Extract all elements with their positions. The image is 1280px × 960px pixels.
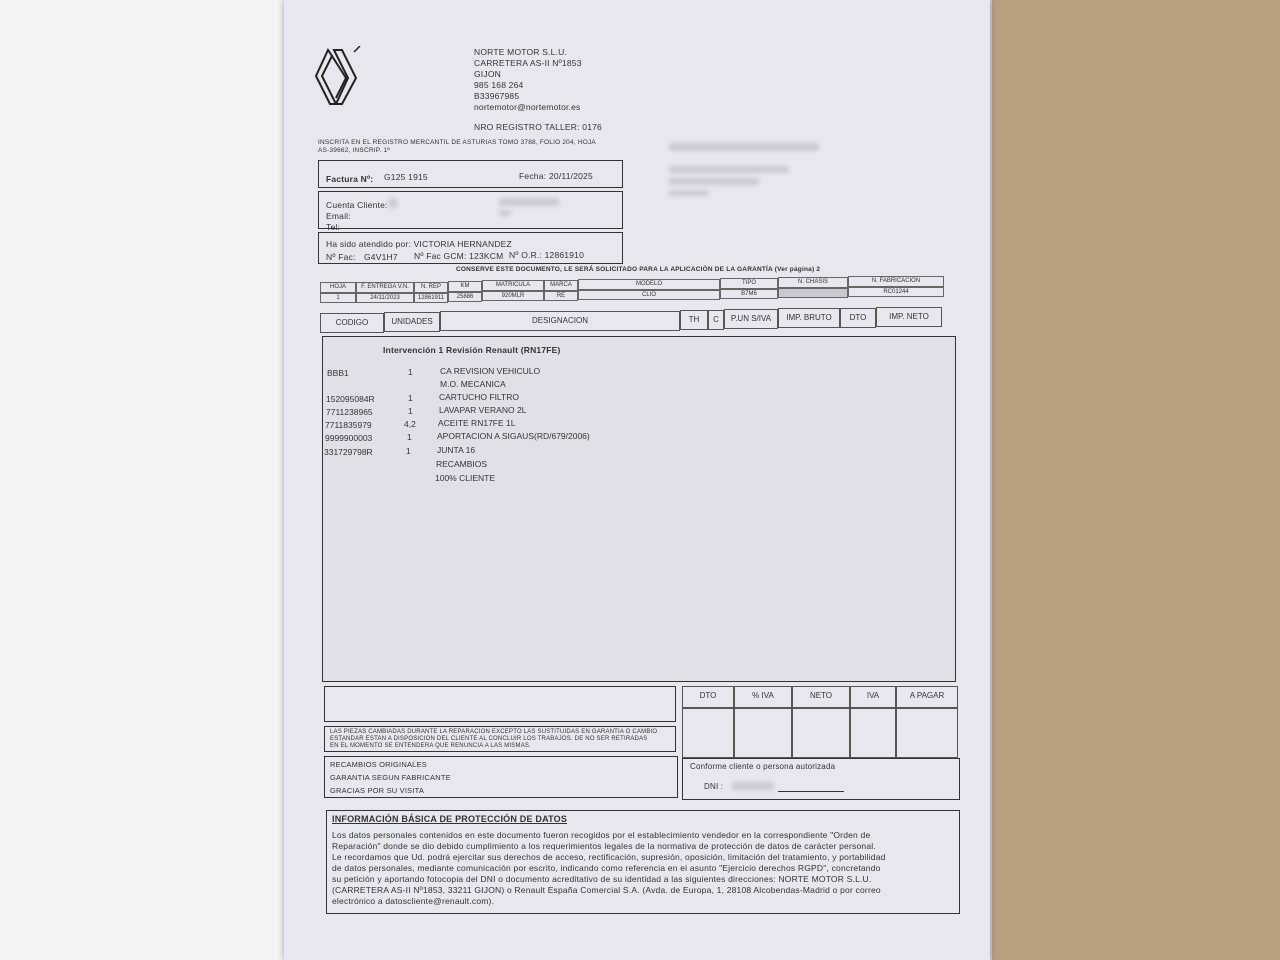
vehicle-value: RC01244 xyxy=(848,287,944,297)
header-imp-neto: IMP. NETO xyxy=(876,307,942,327)
company-email: nortemotor@nortemotor.es xyxy=(474,102,581,112)
line-desc: JUNTA 16 xyxy=(437,445,476,455)
observaciones-box xyxy=(324,686,676,722)
line-code: 152095084R xyxy=(326,394,375,404)
line-code: BBB1 xyxy=(327,368,349,378)
header-pun: P.UN S/IVA xyxy=(724,309,778,329)
nfac-gcm: Nº Fac GCM: 123KCM xyxy=(414,251,504,261)
atendido-text: Ha sido atendido por: VICTORIA HERNANDEZ xyxy=(326,239,512,249)
line-desc: APORTACION A SIGAUS(RD/679/2006) xyxy=(437,431,590,441)
email-label: Email: xyxy=(326,211,351,221)
registro-taller: NRO REGISTRO TALLER: 0176 xyxy=(474,122,602,132)
piezas-notice-3: EN EL MOMENTO SE ENTENDERA QUE RENUNCIA A LAS MISMAS. xyxy=(330,743,531,749)
dni-redacted xyxy=(732,782,774,790)
proteccion-line: su petición y aportando fotocopia del DNI o documento acreditativo de su identidad a las siguientes direcciones: NORTE MOTOR S.L.U. xyxy=(332,874,872,884)
line-units: 1 xyxy=(408,393,413,403)
tel-label: Tel: xyxy=(326,222,341,232)
vehicle-header: N. REP xyxy=(414,282,448,293)
proteccion-line: de datos personales, mediante comunicación por escrito, indicando como referencia en el asunto "Ejercicio derechos RGPD", concretando xyxy=(332,863,881,873)
line-units: 1 xyxy=(408,406,413,416)
tel-redacted xyxy=(499,210,511,216)
line-desc: CARTUCHO FILTRO xyxy=(439,392,519,402)
nfac-label: Nº Fac: xyxy=(326,252,356,262)
inscrita-line-2: AS-39662, INSCRIP. 1ª xyxy=(318,147,390,154)
header-designacion: DESIGNACION xyxy=(440,311,680,331)
header-unidades: UNIDADES xyxy=(384,312,440,332)
totals-header: % IVA xyxy=(734,686,792,708)
header-imp-bruto: IMP. BRUTO xyxy=(778,308,840,328)
fecha-label: Fecha: xyxy=(519,171,547,181)
conserve-notice: CONSERVE ESTE DOCUMENTO, LE SERÁ SOLICITADO PARA LA APLICACIÓN DE LA GARANTÍA (Ver página) 2 xyxy=(456,266,821,273)
vehicle-header: N. FABRICACION xyxy=(848,276,944,287)
vehicle-value: 12861911 xyxy=(414,293,448,303)
fecha-value: 20/11/2025 xyxy=(549,171,593,181)
vehicle-header: N. CHASIS xyxy=(778,277,848,288)
line-desc: CA REVISION VEHICULO xyxy=(440,366,541,376)
proteccion-line: Reparación" donde se dio debido cumplimiento a los requerimientos legales de la normativa de protección de datos de carácter personal. xyxy=(332,841,876,851)
company-name: NORTE MOTOR S.L.U. xyxy=(474,47,568,57)
recambios-line-3: GRACIAS POR SU VISITA xyxy=(330,786,425,795)
line-code: 331729798R xyxy=(324,447,373,457)
piezas-notice-1: LAS PIEZAS CAMBIADAS DURANTE LA REPARACION EXCEPTO LAS SUSTITUIDAS EN GARANTIA O CAMBIO xyxy=(330,729,658,735)
vehicle-header: KM xyxy=(448,281,482,292)
line-desc: ACEITE RN17FE 1L xyxy=(438,418,516,428)
cuenta-redacted xyxy=(389,198,397,208)
header-c: C xyxy=(708,310,724,330)
totals-cell xyxy=(896,708,958,758)
line-units: 1 xyxy=(406,446,411,456)
inscrita-line-1: INSCRITA EN EL REGISTRO MERCANTIL DE ASTURIAS TOMO 3788, FOLIO 204, HOJA xyxy=(318,139,596,146)
line-code: 9999900003 xyxy=(325,433,373,443)
background-table xyxy=(990,0,1280,960)
header-dto: DTO xyxy=(840,308,876,328)
client-country-redacted xyxy=(669,190,709,196)
factura-label: Factura Nº: xyxy=(326,174,374,184)
totals-header: DTO xyxy=(682,686,734,708)
conforme-label: Conforme cliente o persona autorizada xyxy=(690,762,836,771)
cuenta-label: Cuenta Cliente: xyxy=(326,200,388,210)
line-desc: RECAMBIOS xyxy=(436,459,488,469)
proteccion-line: electrónico a datoscliente@renault.com). xyxy=(332,896,495,906)
vehicle-value: CLIO xyxy=(578,290,720,300)
factura-number: G125 1915 xyxy=(384,172,428,182)
company-cif: B33967985 xyxy=(474,91,520,101)
invoice-sheet xyxy=(284,0,990,960)
nfac-value: G4V1H7 xyxy=(364,252,398,262)
client-name-redacted xyxy=(669,143,819,151)
vehicle-value: 1 xyxy=(320,293,356,303)
line-desc: 100% CLIENTE xyxy=(435,473,495,483)
vehicle-value xyxy=(778,288,848,298)
company-city: GIJON xyxy=(474,69,501,79)
header-codigo: CODIGO xyxy=(320,313,384,333)
line-desc: M.O. MECANICA xyxy=(440,379,506,389)
client-city-redacted xyxy=(669,178,759,185)
line-units: 1 xyxy=(408,367,413,377)
email-redacted xyxy=(499,198,559,206)
cuenta-box xyxy=(318,191,623,229)
line-desc: LAVAPAR VERANO 2L xyxy=(439,405,527,415)
vehicle-value: 25886 xyxy=(448,292,482,302)
totals-cell xyxy=(792,708,850,758)
totals-cell xyxy=(682,708,734,758)
numero-or: Nº O.R.: 12861910 xyxy=(509,250,585,260)
renault-logo-icon xyxy=(312,46,362,108)
vehicle-header: MATRICULA xyxy=(482,280,544,291)
line-code: 7711238965 xyxy=(326,407,373,417)
intervention-title: Intervención 1 Revisión Renault (RN17FE) xyxy=(383,345,561,355)
totals-header: IVA xyxy=(850,686,896,708)
vehicle-header: MARCA xyxy=(544,280,578,291)
company-phone: 985 168 264 xyxy=(474,80,524,90)
piezas-notice-2: ESTANDAR ESTAN A DISPOSICION DEL CLIENTE AL CONCLUIR LOS TRABAJOS. DE NO SER RETIRADAS xyxy=(330,736,648,742)
vehicle-value: RE xyxy=(544,291,578,301)
dni-label: DNI : xyxy=(704,782,724,791)
recambios-line-1: RECAMBIOS ORIGINALES xyxy=(330,760,427,769)
totals-header: A PAGAR xyxy=(896,686,958,708)
vehicle-header: HOJA xyxy=(320,282,356,293)
totals-cell xyxy=(734,708,792,758)
proteccion-line: Le recordamos que Ud. podrá ejercitar sus derechos de acceso, rectificación, supresión, oposición, limitación del tratamiento, y portabilidad xyxy=(332,852,886,862)
lines-body xyxy=(322,336,956,682)
proteccion-line: (CARRETERA AS-II Nº1853, 33211 GIJON) o Renault España Comercial S.A. (Avda. de Europa, 1, 28108 Alcobendas-Madrid o por correo xyxy=(332,885,881,895)
background-left xyxy=(0,0,285,960)
company-address: CARRETERA AS-II Nº1853 xyxy=(474,58,582,68)
vehicle-header: TIPO xyxy=(720,278,778,289)
vehicle-value: 24/11/2023 xyxy=(356,293,414,303)
vehicle-value: B7M6 xyxy=(720,289,778,299)
vehicle-header: F. ENTREGA V.N. xyxy=(356,282,414,293)
proteccion-title: INFORMACIÓN BÁSICA DE PROTECCIÓN DE DATOS xyxy=(332,814,568,824)
recambios-line-2: GARANTIA SEGUN FABRICANTE xyxy=(330,773,451,782)
totals-header: NETO xyxy=(792,686,850,708)
totals-cell xyxy=(850,708,896,758)
vehicle-header: MODELO xyxy=(578,279,720,290)
vehicle-value: 920MLR xyxy=(482,291,544,301)
proteccion-line: Los datos personales contenidos en este documento fueron recogidos por el establecimiento vendedor en la correspondiente "Orden de xyxy=(332,830,871,840)
dni-signature-line xyxy=(778,791,844,792)
client-address-redacted xyxy=(669,166,789,173)
line-units: 4,2 xyxy=(404,419,416,429)
line-units: 1 xyxy=(407,432,412,442)
header-th: TH xyxy=(680,310,708,330)
line-code: 7711835979 xyxy=(325,420,372,430)
